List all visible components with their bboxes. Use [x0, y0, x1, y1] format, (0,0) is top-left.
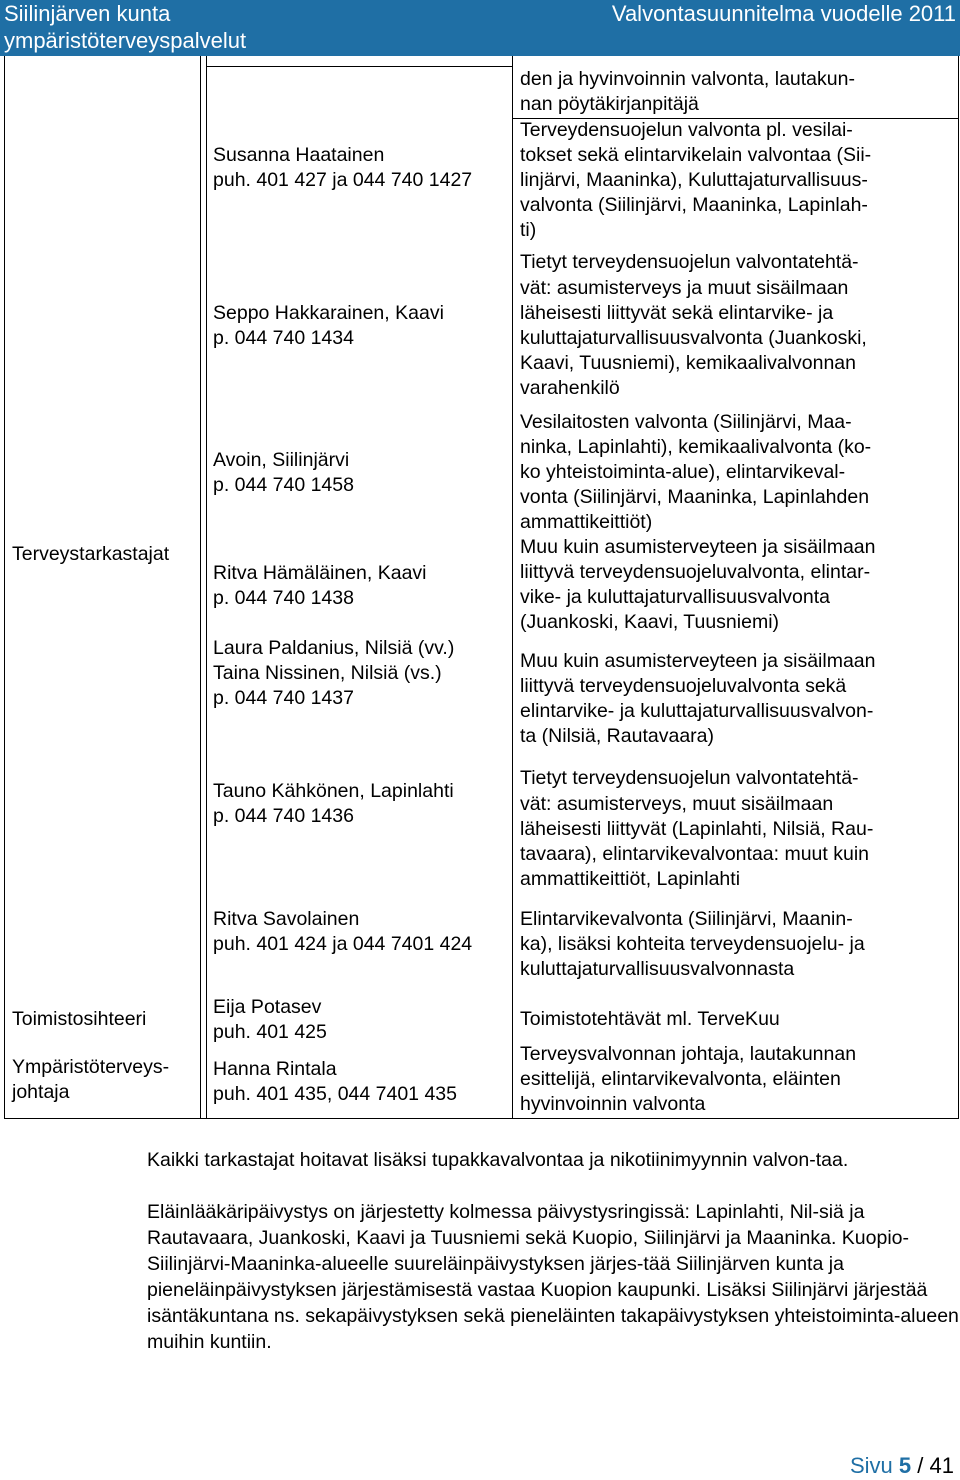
page-header: [0, 0, 960, 56]
person-phone: puh. 401 424 ja 044 7401 424: [213, 933, 473, 955]
duty-line: liittyvä terveydensuojeluvalvonta sekä: [520, 675, 847, 697]
duty-line: kuluttajaturvallisuusvalvonnasta: [520, 958, 795, 980]
duty-line: (Juankoski, Kaavi, Tuusniemi): [520, 611, 780, 633]
person-name: Seppo Hakkarainen, Kaavi: [213, 302, 444, 324]
duty-line: ko yhteistoiminta-alue), elintarvikeval-: [520, 461, 846, 483]
duty-line: vonta (Siilinjärvi, Maaninka, Lapinlahden: [520, 486, 870, 508]
duty-line: linjärvi, Maaninka), Kuluttajaturvallisuus-: [520, 169, 868, 191]
duty-line: Terveysvalvonnan johtaja, lautakunnan: [520, 1043, 857, 1065]
person-name: Ritva Savolainen: [213, 908, 360, 930]
duty-line: Muu kuin asumisterveyteen ja sisäilmaan: [520, 536, 876, 558]
note-paragraph-veterinary: Eläinlääkäripäivystys on järjestetty kolmessa päivystysringissä: Lapinlahti, Nil-siä ja Rautavaara, Juankoski, Kaavi ja Tuusniemi sekä Kuopio, Siilinjärvi ja Maaninka. Kuopio-Siilinjärvi-Maaninka-alueelle suureläinpäivystyksen järjes-tää Siilinjärven kunta ja pieneläinpäivystyksen järjestämisestä vastaa Kuopion kaupunki. Lisäksi Siilinjärvi järjestää isäntäkuntana ns. sekapäivystyksen sekä pieneläinten takapäivystyksen yhteistoiminta-alueen muihin kuntiin.: [147, 1201, 959, 1353]
person-phone: puh. 401 425: [213, 1021, 327, 1043]
duty-line: vike- ja kuluttajaturvallisuusvalvonta: [520, 586, 830, 608]
duty-line: läheisesti liittyvät (Lapinlahti, Nilsiä, Rau-: [520, 818, 874, 840]
duty-line: vät: asumisterveys, muut sisäilmaan: [520, 793, 834, 815]
table-divider-1: [200, 56, 201, 1119]
role-johtaja-line: johtaja: [12, 1081, 70, 1103]
duty-line: ta (Nilsiä, Rautavaara): [520, 725, 714, 747]
table-border-bottom: [4, 1118, 958, 1119]
duty-line: ti): [520, 219, 537, 241]
person-phone: puh. 401 435, 044 7401 435: [213, 1083, 457, 1105]
duty-line: nan pöytäkirjanpitäjä: [520, 93, 699, 115]
person-phone: p. 044 740 1437: [213, 687, 354, 709]
duty-line: esittelijä, elintarvikevalvonta, eläinten: [520, 1068, 841, 1090]
duty-line: valvonta (Siilinjärvi, Maaninka, Lapinlah-: [520, 194, 868, 216]
table-divider-2: [206, 56, 207, 1119]
duty-line: Elintarvikevalvonta (Siilinjärvi, Maanin-: [520, 908, 853, 930]
duty-line: den ja hyvinvoinnin valvonta, lautakun-: [520, 68, 855, 90]
duty-line: Vesilaitosten valvonta (Siilinjärvi, Maa-: [520, 411, 852, 433]
page-number: [850, 1452, 954, 1480]
person-phone: p. 044 740 1438: [213, 587, 354, 609]
duty-line: Toimistotehtävät ml. TerveKuu: [520, 1008, 780, 1030]
header-document-title: Valvontasuunnitelma vuodelle 2011: [611, 1, 956, 26]
person-name: Avoin, Siilinjärvi: [213, 449, 350, 471]
duty-line: tavaara), elintarvikevalvontaa: muut kuin: [520, 843, 870, 865]
page-total: / 41: [917, 1453, 954, 1478]
table-border-right: [958, 56, 959, 1119]
duty-line: läheisesti liittyvät sekä elintarvike- ja: [520, 302, 834, 324]
table-divider-3: [512, 56, 513, 1119]
person-name: Taina Nissinen, Nilsiä (vs.): [213, 662, 442, 684]
header-org-unit: ympäristöterveyspalvelut: [4, 28, 247, 53]
duty-line: Muu kuin asumisterveyteen ja sisäilmaan: [520, 650, 876, 672]
person-name: Laura Paldanius, Nilsiä (vv.): [213, 637, 455, 659]
duty-line: ninka, Lapinlahti), kemikaalivalvonta (ko-: [520, 436, 872, 458]
duty-line: ka), lisäksi kohteita terveydensuojelu- ja: [520, 933, 865, 955]
person-phone: p. 044 740 1458: [213, 474, 354, 496]
notes-section: [147, 1147, 959, 1355]
page-current: 5: [898, 1453, 912, 1478]
header-organization: [4, 0, 246, 54]
person-name: Ritva Hämäläinen, Kaavi: [213, 562, 427, 584]
duty-line: ammattikeittiöt): [520, 511, 653, 533]
duty-line: Tietyt terveydensuojelun valvontatehtä-: [520, 767, 859, 789]
person-name: Tauno Kähkönen, Lapinlahti: [213, 780, 454, 802]
duty-line: ammattikeittiöt, Lapinlahti: [520, 868, 741, 890]
note-paragraph-tobacco: Kaikki tarkastajat hoitavat lisäksi tupakkavalvontaa ja nikotiinimyynnin valvon-taa.: [147, 1149, 849, 1171]
role-toimistosihteeri: Toimistosihteeri: [12, 1008, 147, 1030]
duty-line: Tietyt terveydensuojelun valvontatehtä-: [520, 251, 859, 273]
person-name: Susanna Haatainen: [213, 144, 385, 166]
duty-line: tokset sekä elintarvikelain valvontaa (Sii-: [520, 144, 872, 166]
table-border-left: [4, 56, 5, 1119]
duty-line: Kaavi, Tuusniemi), kemikaalivalvonnan: [520, 352, 856, 374]
duty-line: liittyvä terveydensuojeluvalvonta, elintar-: [520, 561, 871, 583]
role-johtaja: [12, 1055, 169, 1105]
person-name: Eija Potasev: [213, 996, 322, 1018]
role-johtaja-line: Ympäristöterveys-: [12, 1056, 170, 1078]
person-phone: p. 044 740 1436: [213, 805, 354, 827]
duty-line: kuluttajaturvallisuusvalvonta (Juankoski,: [520, 327, 867, 349]
person-phone: p. 044 740 1434: [213, 327, 354, 349]
role-terveystarkastajat: Terveystarkastajat: [12, 543, 170, 565]
duty-line: elintarvike- ja kuluttajaturvallisuusvalvon-: [520, 700, 874, 722]
duty-line: Terveydensuojelun valvonta pl. vesilai-: [520, 119, 853, 141]
page-label: Sivu: [850, 1453, 893, 1478]
duty-line: hyvinvoinnin valvonta: [520, 1093, 706, 1115]
duty-line: vät: asumisterveys ja muut sisäilmaan: [520, 277, 849, 299]
staff-table: [4, 56, 959, 1119]
person-phone: puh. 401 427 ja 044 740 1427: [213, 169, 473, 191]
duty-line: varahenkilö: [520, 377, 620, 399]
person-name: Hanna Rintala: [213, 1058, 337, 1080]
header-org-name: Siilinjärven kunta: [4, 1, 171, 26]
table-row-rule: [206, 66, 512, 67]
